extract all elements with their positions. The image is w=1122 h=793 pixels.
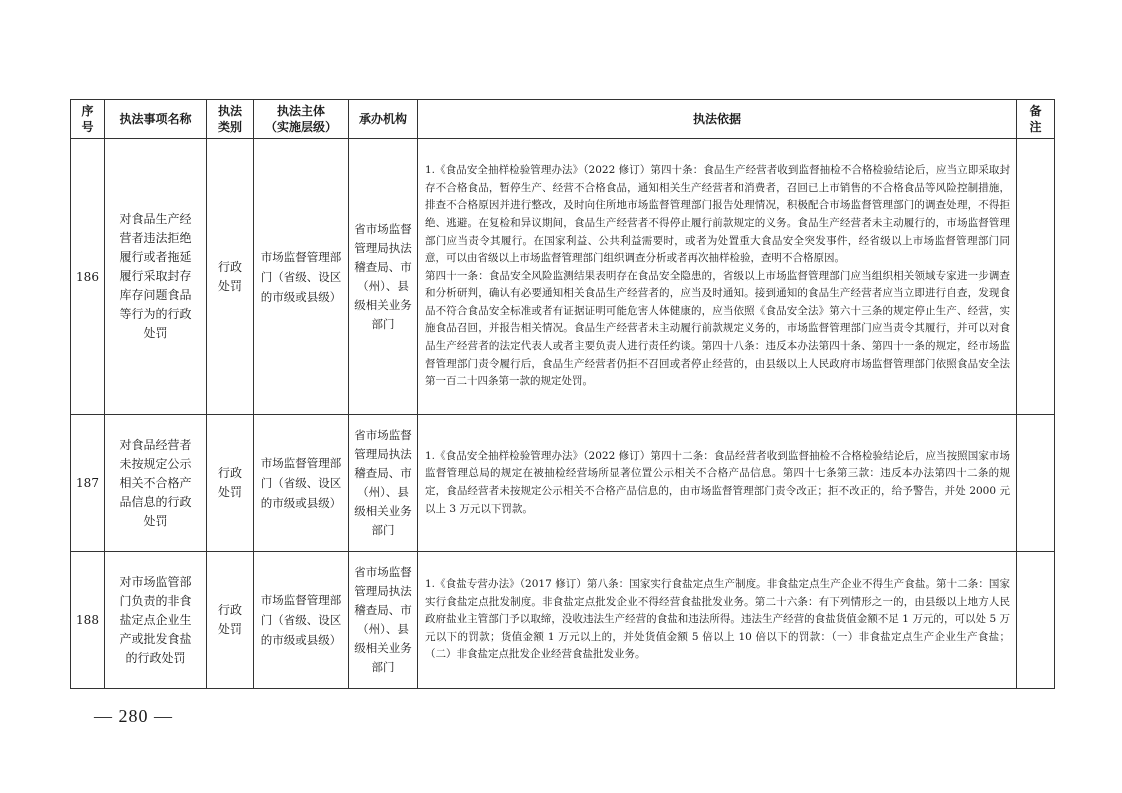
row-basis [418,415,1017,552]
header-note: 备 注 [1017,100,1055,139]
row-subject: 市场监督管理部门（省级、设区的市级或县级） [254,415,349,552]
table-row [71,552,1055,689]
header-row [71,100,1055,139]
header-seq: 序 号 [71,100,105,139]
header-subject: 执法主体 （实施层级） [254,100,349,139]
row-note [1017,552,1055,689]
row-item-name: 对市场监管部门负责的非食盐定点企业生产或批发食盐的行政处罚 [105,552,207,689]
row-note [1017,415,1055,552]
basis-paragraph: 1.《食盐专营办法》（2017 修订）第八条：国家实行食盐定点生产制度。非食盐定点生产企业不得生产食盐。第十二条：国家实行食盐定点批发制度。非食盐定点批发企业不得经营食盐批发业务。第二十六条：有下列情形之一的，由县级以上地方人民政府盐业主管部门予以取缔，没收违法生产经营的食盐和违法所得。违法生产经营的食盐货值金额不足 1 万元的，可以处 5 万元以下的罚款；货值金额 1 万元以上的，并处货值金额 5 倍以上 10 倍以下的罚款：（一）非食盐定点生产企业生产食盐；（二）非食盐定点批发企业经营食盐批发业务。 [425,578,1010,661]
header-basis: 执法依据 [418,100,1017,139]
row-basis [418,552,1017,689]
header-category: 执法 类别 [207,100,254,139]
row-org: 省市场监督管理局执法稽查局、市（州）、县级相关业务部门 [349,139,418,415]
basis-paragraph: 1.《食品安全抽样检验管理办法》（2022 修订）第四十条：食品生产经营者收到监督抽检不合格检验结论后，应当立即采取封存不合格食品，暂停生产、经营不合格食品，通知相关生产经营者和消费者，召回已上市销售的不合格食品等风险控制措施，排查不合格原因并进行整改，及时向住所地市场监督管理部门报告处理情况，积极配合市场监督管理部门的调查处理，不得拒绝、逃避。在复检和异议期间，食品生产经营者不得停止履行前款规定的义务。食品生产经营者未主动履行的，市场监督管理部门应当责令其履行。在国家利益、公共利益需要时，或者为处置重大食品安全突发事件，经省级以上市场监督管理部门同意，可以由省级以上市场监督管理部门组织调查分析或者再次抽样检验，查明不合格原因。 [425,164,1010,265]
row-seq: 186 [71,139,105,415]
row-subject: 市场监督管理部门（省级、设区的市级或县级） [254,139,349,415]
row-category: 行政处罚 [207,552,254,689]
row-org: 省市场监督管理局执法稽查局、市（州）、县级相关业务部门 [349,552,418,689]
row-note [1017,139,1055,415]
row-seq: 188 [71,552,105,689]
table-row [71,415,1055,552]
enforcement-table [70,99,1055,689]
header-org: 承办机构 [349,100,418,139]
page-number: — 280 — [94,706,173,726]
row-item-name: 对食品生产经营者违法拒绝履行或者拖延履行采取封存库存问题食品等行为的行政处罚 [105,139,207,415]
table-row [71,139,1055,415]
row-basis [418,139,1017,415]
row-org: 省市场监督管理局执法稽查局、市（州）、县级相关业务部门 [349,415,418,552]
basis-paragraph: 1.《食品安全抽样检验管理办法》（2022 修订）第四十二条：食品经营者收到监督抽检不合格检验结论后，应当按照国家市场监督管理总局的规定在被抽检经营场所显著位置公示相关不合格产品信息。第四十七条第三款：违反本办法第四十二条的规定，食品经营者未按规定公示相关不合格产品信息的，由市场监督管理部门责令改正；拒不改正的，给予警告，并处 2000 元以上 3 万元以下罚款。 [425,449,1010,515]
row-subject: 市场监督管理部门（省级、设区的市级或县级） [254,552,349,689]
row-seq: 187 [71,415,105,552]
basis-paragraph: 第四十一条：食品安全风险监测结果表明存在食品安全隐患的，省级以上市场监督管理部门应当组织相关领域专家进一步调查和分析研判，确认有必要通知相关食品生产经营者的，应当及时通知。接到通知的食品生产经营者应当立即进行自查，发现食品不符合食品安全标准或者有证据证明可能危害人体健康的，应当依照《食品安全法》第六十三条的规定停止生产、经营，实施食品召回，并报告相关情况。食品生产经营者未主动履行前款规定义务的，市场监督管理部门应当责令其履行，并可以对食品生产经营者的法定代表人或者主要负责人进行责任约谈。第四十八条：违反本办法第四十条、第四十一条的规定，经市场监督管理部门责令履行后，食品生产经营者仍拒不召回或者停止经营的，由县级以上人民政府市场监督管理部门依照食品安全法第一百二十四条第一款的规定处罚。 [425,269,1010,388]
header-item-name: 执法事项名称 [105,100,207,139]
row-category: 行政处罚 [207,139,254,415]
row-category: 行政处罚 [207,415,254,552]
row-item-name: 对食品经营者未按规定公示相关不合格产品信息的行政处罚 [105,415,207,552]
